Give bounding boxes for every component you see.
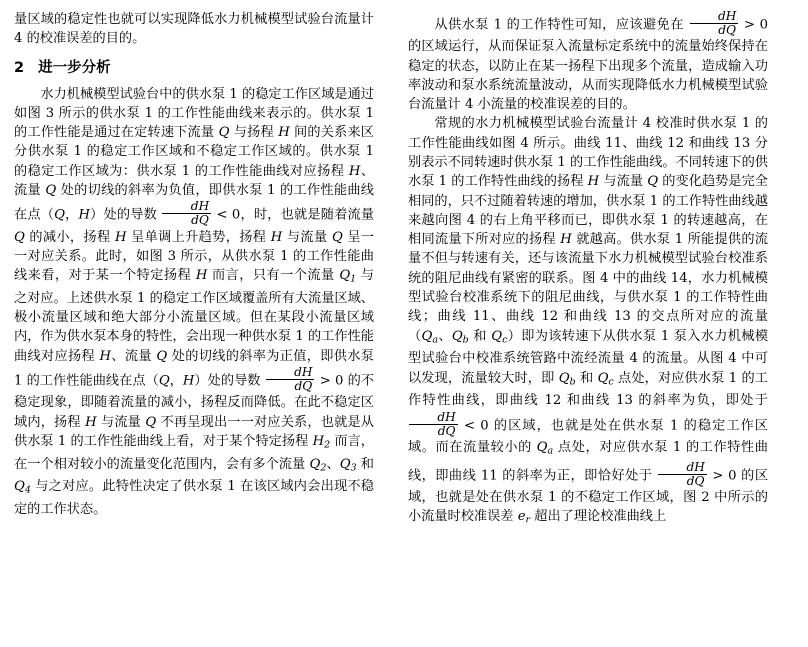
left-column <box>14 10 374 647</box>
derivative-dh-dq: $\frac{dH}{dQ}$ <box>658 461 707 488</box>
derivative-dh-dq: $\frac{dH}{dQ}$ <box>266 366 315 393</box>
section-number: 2 <box>14 59 25 76</box>
paragraph-avoid-region: 从供水泵 1 的工作特性可知，应该避免在 $\frac{dH}{dQ}$ > 0 的区域运行，从而保证泵入流量标定系统中的流量始终保持在稳定的状态，以防止在某一扬程下出现多个流量，造成输入功率波动和泵水系统流量波动，从而实现降低水力机械模型试验台流量计 4 小流量的校准误差的目的。 <box>408 9 769 113</box>
derivative-dh-dq: $\frac{dH}{dQ}$ <box>409 411 458 438</box>
derivative-dh-dq: $\frac{dH}{dQ}$ <box>690 10 739 37</box>
right-column <box>408 10 768 647</box>
section-title: 进一步分析 <box>38 59 111 76</box>
paragraph-analysis: 水力机械模型试验台中的供水泵 1 的稳定工作区域是通过如图 3 所示的供水泵 1 的工作性能曲线来表示的。供水泵 1 的工作性能是通过在定转速下流量 Q 与扬程 H 间的关系来区分供水泵 1 的稳定工作区域和不稳定工作区域的。供水泵 1 的稳定工作区域为：供水泵 1 的工作性能曲线对应扬程 H、流量 Q 处的切线的斜率为负值，即供水泵 1 的工作性能曲线在点（Q，H）处的导数 $\frac{dH}{dQ}$ < 0，时，也就是随着流量 Q 的减小，扬程 H 呈单调上升趋势，扬程 H 与流量 Q 呈一一对应关系。此时，如图 3 所示，从供水泵 1 的工作性能曲线来看，对于某一个特定扬程 H 而言，只有一个流量 $Q_1$ 与之对应。上述供水泵 1 的稳定工作区域覆盖所有大流量区域、极小流量区域和绝大部分小流量区域。但在某段小流量区域内，作为供水泵本身的特性，会出现一种供水泵 1 的工作性能曲线对应扬程 H、流量 Q 处的切线的斜率为正值，即供水泵 1 的工作性能曲线在点（Q，H）处的导数 $\frac{dH}{dQ}$ > 0 的不稳定现象，即随着流量的减小，扬程反而降低。在此不稳定区域内，扬程 H 与流量 Q 不再呈现出一一对应关系，也就是从供水泵 1 的工作性能曲线上看，对于某个特定扬程 $H_2$ 而言，在一个相对较小的流量变化范围内，会有多个流量 $Q_2$、$Q_3$ 和 $Q_4$ 与之对应。此特性决定了供水泵 1 在该区域内会出现不稳定的工作状态。 <box>14 86 375 517</box>
paragraph-carryover: 量区域的稳定性也就可以实现降低水力机械模型试验台流量计 4 的校准误差的目的。 <box>14 12 374 47</box>
section-heading <box>14 58 374 78</box>
paragraph-curves: 常规的水力机械模型试验台流量计 4 校准时供水泵 1 的工作性能曲线如图 4 所示。曲线 11、曲线 12 和曲线 13 分别表示不同转速时供水泵 1 的工作性能曲线。不同转速下的供水泵 1 的工作特性曲线的扬程 H 与流量 Q 的变化趋势是完全相同的，只不过随着转速的增加，供水泵 1 的工作特性曲线越来越向图 4 的右上角平移而已，即供水泵 1 的转速越高，在相同流量下所对应的扬程 H 就越高。供水泵 1 所能提供的流量不但与转速有关，还与该流量下水力机械模型试验台校准系统的阻尼曲线有紧密的联系。图 4 中的曲线 14，水力机械模型试验台校准系统下的阻尼曲线，与供水泵 1 的工作特性曲线；曲线 11、曲线 12 和曲线 13 的交点所对应的流量（$Q_a$、$Q_b$ 和 $Q_c$）即为该转速下从供水泵 1 泵入水力机械模型试验台中校准系统管路中流经流量 4 的流量。从图 4 中可以发现，流量较大时，即 $Q_b$ 和 $Q_c$ 点处，对应供水泵 1 的工作特性曲线，即曲线 12 和曲线 13 的斜率为负，即处于 $\frac{dH}{dQ}$ < 0 的区域，也就是处在供水泵 1 的稳定工作区域。而在流量较小的 $Q_a$ 点处，对应供水泵 1 的工作特性曲线，即曲线 11 的斜率为正，即恰好处于 $\frac{dH}{dQ}$ > 0 的区域，也就是处在供水泵 1 的不稳定工作区域，图 2 中所示的小流量时校准误差 $e_r$ 超出了理论校准曲线上 <box>408 116 769 526</box>
derivative-dh-dq: $\frac{dH}{dQ}$ <box>162 200 211 227</box>
